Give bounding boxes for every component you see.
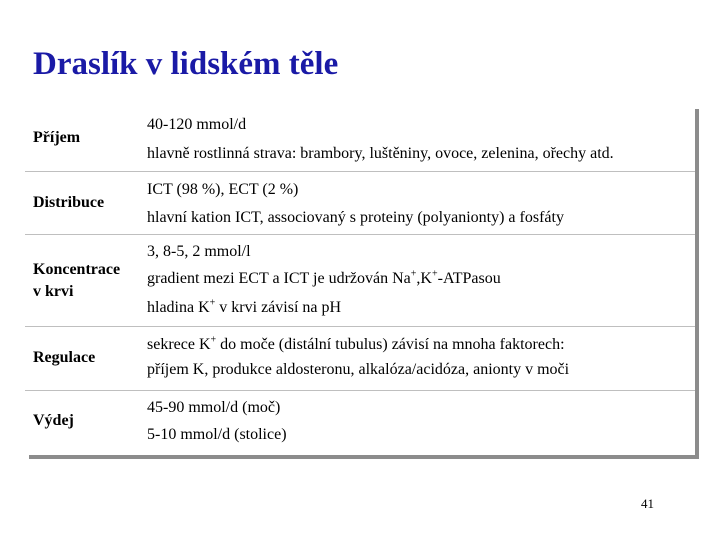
regulation-factors: příjem K, produkce aldosteronu, alkalóza/acidóza, anionty v moči xyxy=(147,361,570,378)
distribution-description: hlavní kation ICT, associovaný s proteiny (polyanionty) a fosfáty xyxy=(147,209,564,226)
excretion-urine: 45-90 mmol/d (moč) xyxy=(147,399,281,416)
row-label-excretion: Výdej xyxy=(33,412,74,429)
blood-concentration-range: 3, 8-5, 2 mmol/l xyxy=(147,243,251,260)
gradient-text-prefix: gradient mezi ECT a ICT je udržován Na xyxy=(147,270,411,287)
gradient-text-mid: ,K xyxy=(416,270,432,287)
table-row-regulation xyxy=(25,327,695,391)
ph-text-prefix: hladina K xyxy=(147,299,210,316)
secretion-sup-k: + xyxy=(210,334,217,346)
ph-dependence xyxy=(147,298,341,318)
gradient-sup-k: + xyxy=(431,268,438,280)
row-label-distribution: Distribuce xyxy=(33,194,105,211)
row-label-intake: Příjem xyxy=(33,129,81,146)
ph-sup-k: + xyxy=(209,297,216,309)
intake-amount: 40-120 mmol/d xyxy=(147,116,247,133)
intake-sources: hlavně rostlinná strava: brambory, luštěniny, ovoce, zelenina, ořechy atd. xyxy=(147,145,614,162)
secretion-text-suffix: do moče (distální tubulus) závisí na mnoha faktorech: xyxy=(216,336,565,353)
row-label-blood-concentration xyxy=(33,259,120,303)
table-row-distribution xyxy=(25,172,695,235)
secretion-text-prefix: sekrece K xyxy=(147,336,211,353)
gradient-text-suffix: -ATPasou xyxy=(437,270,501,287)
table-row-intake xyxy=(25,105,695,172)
row-label-regulation: Regulace xyxy=(33,349,96,366)
row-label-concentration-line1: Koncentrace xyxy=(33,261,121,278)
table-row-blood-concentration xyxy=(25,235,695,327)
gradient-sup-na: + xyxy=(410,268,417,280)
slide-title: Draslík v lidském těle xyxy=(33,46,339,82)
excretion-stool: 5-10 mmol/d (stolice) xyxy=(147,426,287,443)
distribution-ratio: ICT (98 %), ECT (2 %) xyxy=(147,181,299,198)
regulation-secretion xyxy=(147,335,565,355)
row-label-concentration-line2: v krvi xyxy=(33,283,74,300)
gradient-description xyxy=(147,269,501,289)
page-number: 41 xyxy=(641,496,654,511)
table-row-excretion xyxy=(25,391,695,455)
potassium-table xyxy=(25,105,695,455)
ph-text-suffix: v krvi závisí na pH xyxy=(215,299,342,316)
